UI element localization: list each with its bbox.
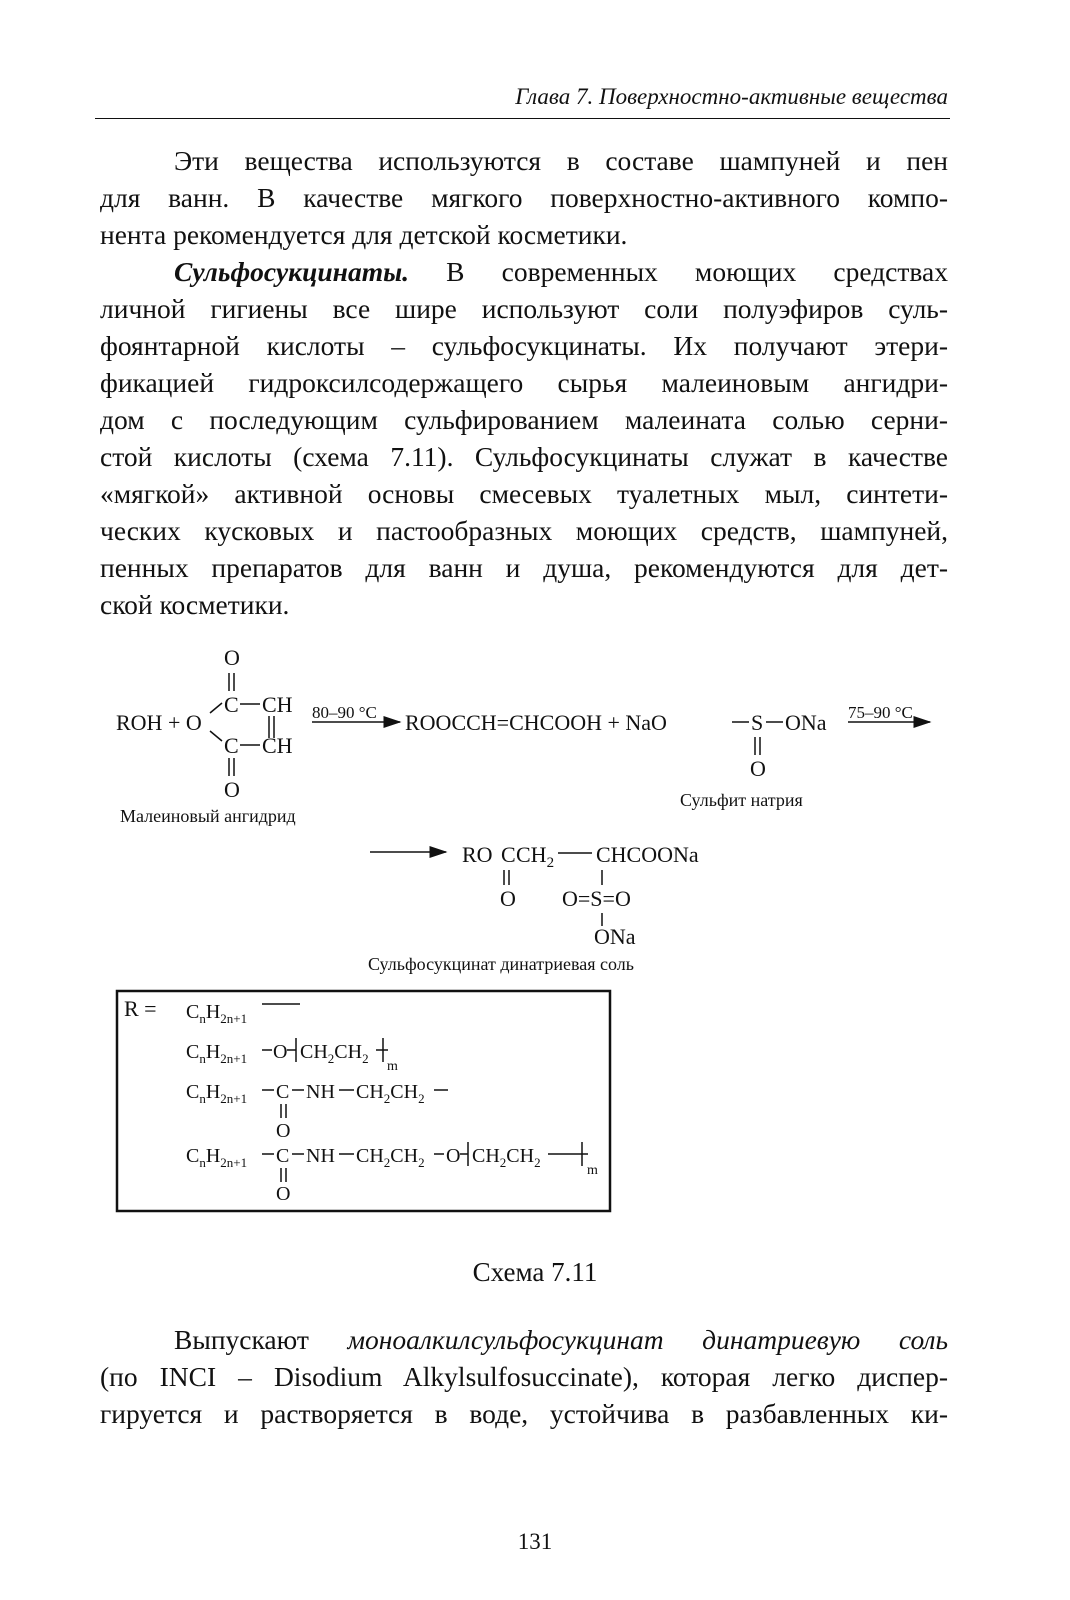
sulfosuccinate-product [368, 842, 699, 974]
paragraph-2-line: пенных препаратов для ванн и душа, рекомендуются для дет- [100, 552, 948, 583]
sulfite-oxygen: O [750, 756, 766, 781]
sulfite-ona: ONa [785, 710, 827, 735]
r-ether-oxygen: O [273, 1041, 288, 1063]
r-alkyl-1: $C_nH_{2n+1}$ [186, 1001, 248, 1026]
r-alkyl-4: $C_nH_{2n+1}$ [186, 1145, 248, 1170]
paragraph-3-lead: Выпускают [174, 1324, 309, 1355]
product-label: Сульфосукцинат динатриевая соль [368, 954, 634, 974]
sulfite-sulfur: S [751, 710, 764, 735]
arrow-1-condition: 80–90 °C [312, 703, 377, 722]
intermediate-formula: ROOCCH=CHCOOH + NaO [405, 710, 667, 735]
r-alkyl-3: $C_nH_{2n+1}$ [186, 1081, 248, 1106]
r-m-4: m [587, 1163, 598, 1178]
r-definition-box [117, 991, 610, 1211]
paragraph-1-line: нента рекомендуется для детской косметики. [100, 219, 628, 250]
reaction-arrow-1 [312, 703, 400, 722]
r-ethylene-4: $CH_2CH_2$ [356, 1145, 425, 1170]
r-m-2: m [387, 1059, 398, 1074]
anhydride-label: Малеиновый ангидрид [120, 806, 296, 826]
anhydride-bottom-oxygen: O [224, 777, 240, 802]
anhydride-carbon-2: C [224, 733, 239, 758]
page-number: 131 [517, 1529, 553, 1554]
product-ona: ONa [594, 924, 636, 949]
paragraph-2-line: фикацией гидроксилсодержащего сырья малеиновым ангидри- [100, 367, 948, 398]
reagent-roh: ROH + O [116, 710, 202, 735]
r-ethylene-4b: $CH_2CH_2$ [472, 1145, 541, 1170]
intermediate-and-sulfite [405, 710, 827, 810]
anhydride-ch-2: CH [262, 733, 293, 758]
product-chcoona: CHCOONa [596, 842, 699, 867]
running-head: Глава 7. Поверхностно-активные вещества [515, 84, 948, 109]
paragraph-2-line: фоянтарной кислоты – сульфосукцинаты. Их получают этери- [100, 330, 948, 361]
term-sulfosuccinates: Сульфосукцинаты. [174, 256, 410, 287]
paragraph-3-line: гируется и растворяется в воде, устойчива в разбавленных ки- [100, 1398, 948, 1429]
paragraph-2-line: личной гигиены все шире используют соли полуэфиров суль- [100, 293, 948, 324]
reaction-arrow-2 [848, 703, 930, 722]
r-amide-oxygen-3: O [276, 1120, 291, 1142]
r-nh-4: NH [306, 1145, 335, 1167]
r-alkyl-2: $C_nH_{2n+1}$ [186, 1041, 248, 1066]
arrow-2-condition: 75–90 °C [848, 703, 913, 722]
paragraph-2-line-rest: В современных моющих средствах [446, 256, 948, 287]
paragraph-1-line: для ванн. В качестве мягкого поверхностно-активного компо- [100, 182, 948, 213]
product-so2: O=S=O [562, 886, 631, 911]
r-equals: R = [124, 996, 157, 1021]
anhydride-carbon-1: C [224, 692, 239, 717]
product-ro: RO [462, 842, 493, 867]
paragraph-3 [100, 1321, 948, 1432]
paragraph-2-line: ческих кусковых и пастообразных моющих средств, шампуней, [100, 515, 948, 546]
paragraph-3-line: (по INCI – Disodium Alkylsulfosuccinate), которая легко диспер- [100, 1361, 948, 1392]
r-amide-carbon-4: C [276, 1145, 290, 1167]
r-amide-carbon-3: C [276, 1081, 290, 1103]
paragraph-1-line: Эти вещества используются в составе шампуней и пен [174, 145, 948, 176]
product-carbonyl-oxygen: O [500, 886, 516, 911]
r-ethylene-3: $CH_2CH_2$ [356, 1081, 425, 1106]
paragraph-2-line: дом с последующим сульфированием малеината солью серни- [100, 404, 948, 435]
paragraph-2-line: стой кислоты (схема 7.11). Сульфосукцинаты служат в качестве [100, 441, 948, 472]
product-name-italic: моноалкилсульфосукцинат динатриевую соль [347, 1324, 949, 1355]
sulfite-label: Сульфит натрия [680, 790, 803, 810]
scheme-caption: Схема 7.11 [472, 1257, 598, 1287]
r-amide-oxygen-4: O [276, 1183, 291, 1205]
anhydride-top-oxygen: O [224, 645, 240, 670]
paragraph-2-line: ской косметики. [100, 589, 290, 620]
r-ethylene-2: $CH_2CH_2$ [300, 1041, 369, 1066]
paragraph-3-first-line [100, 1321, 948, 1358]
maleic-anhydride [116, 645, 296, 826]
product-ch2: $CH_2$ [516, 842, 555, 871]
r-nh-3: NH [306, 1081, 335, 1103]
anhydride-ch-1: CH [262, 692, 293, 717]
product-carbon: C [501, 842, 516, 867]
paragraph-2-line: «мягкой» активной основы смесевых туалетных мыл, синтети- [100, 478, 948, 509]
r-ether-oxygen-4: O [446, 1145, 461, 1167]
